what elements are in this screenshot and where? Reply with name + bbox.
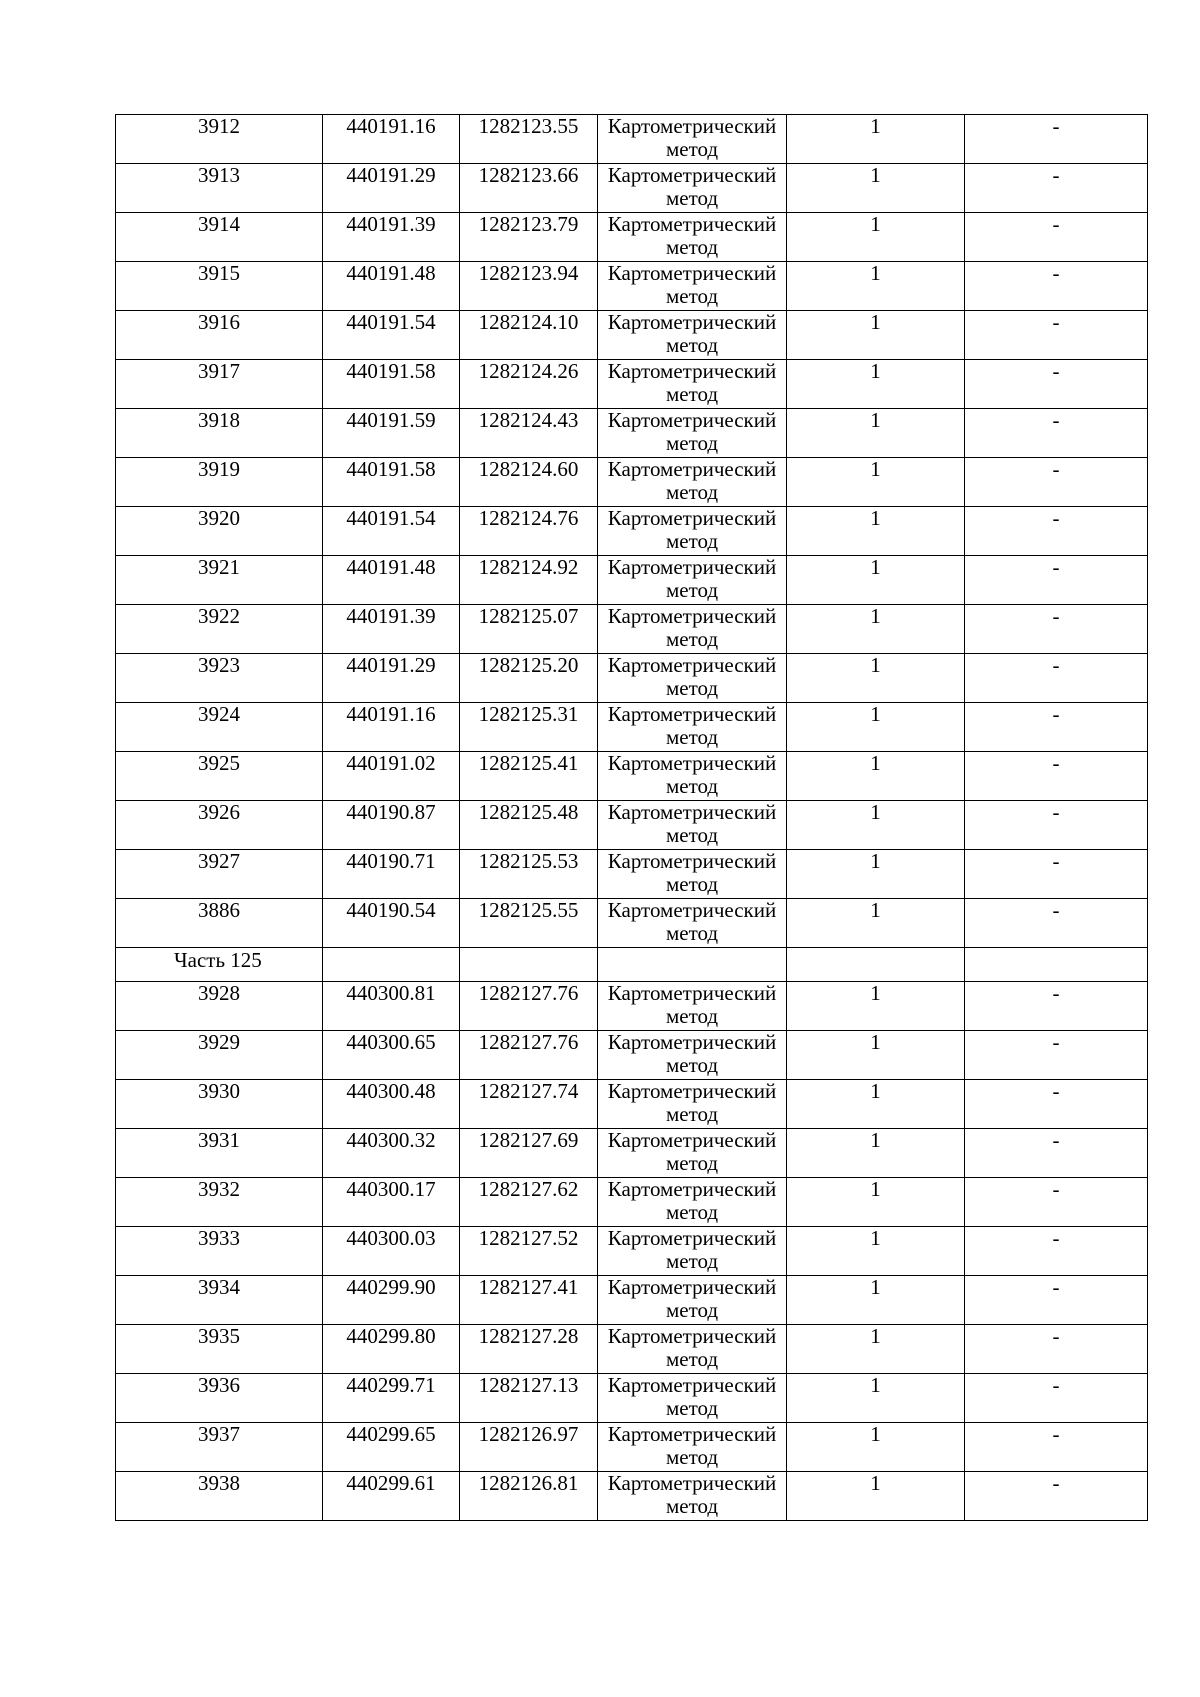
description-cell: - — [965, 982, 1148, 1031]
method-line2: метод — [665, 1445, 719, 1469]
x-coordinate-cell: 440191.48 — [323, 556, 460, 605]
y-coordinate-cell: 1282124.92 — [460, 556, 598, 605]
point-number-cell: 3934 — [116, 1276, 323, 1325]
table-row — [116, 1178, 1148, 1227]
x-coordinate-cell: 440300.48 — [323, 1080, 460, 1129]
description-cell: - — [965, 1080, 1148, 1129]
x-coordinate-cell: 440191.16 — [323, 115, 460, 164]
method-cell — [598, 801, 787, 850]
method-line1: Картометрический — [607, 212, 777, 236]
point-number-cell: 3936 — [116, 1374, 323, 1423]
accuracy-cell: 1 — [787, 360, 965, 409]
description-cell: - — [965, 1423, 1148, 1472]
description-cell: - — [965, 262, 1148, 311]
description-cell: - — [965, 1031, 1148, 1080]
y-coordinate-cell: 1282127.28 — [460, 1325, 598, 1374]
description-cell: - — [965, 115, 1148, 164]
method-line2: метод — [665, 676, 719, 700]
table-row — [116, 1374, 1148, 1423]
y-coordinate-cell: 1282127.69 — [460, 1129, 598, 1178]
method-line2: метод — [665, 1249, 719, 1273]
point-number-cell: 3928 — [116, 982, 323, 1031]
method-line1: Картометрический — [607, 163, 777, 187]
y-coordinate-cell: 1282127.41 — [460, 1276, 598, 1325]
x-coordinate-cell: 440190.71 — [323, 850, 460, 899]
point-number-cell: 3920 — [116, 507, 323, 556]
method-line1: Картометрический — [607, 800, 777, 824]
y-coordinate-cell: 1282127.52 — [460, 1227, 598, 1276]
method-cell — [598, 409, 787, 458]
y-coordinate-cell: 1282123.94 — [460, 262, 598, 311]
method-line1: Картометрический — [607, 981, 777, 1005]
y-coordinate-cell: 1282123.79 — [460, 213, 598, 262]
method-cell — [598, 164, 787, 213]
table-row — [116, 507, 1148, 556]
method-line2: метод — [665, 725, 719, 749]
method-line2: метод — [665, 480, 719, 504]
y-coordinate-cell: 1282125.48 — [460, 801, 598, 850]
table-row — [116, 982, 1148, 1031]
x-coordinate-cell: 440191.58 — [323, 360, 460, 409]
description-cell: - — [965, 311, 1148, 360]
method-line2: метод — [665, 872, 719, 896]
method-line2: метод — [665, 284, 719, 308]
description-cell: - — [965, 458, 1148, 507]
table-row — [116, 458, 1148, 507]
x-coordinate-cell: 440300.81 — [323, 982, 460, 1031]
empty-cell — [460, 948, 598, 982]
method-cell — [598, 1276, 787, 1325]
table-row — [116, 1227, 1148, 1276]
accuracy-cell: 1 — [787, 262, 965, 311]
x-coordinate-cell: 440191.58 — [323, 458, 460, 507]
accuracy-cell: 1 — [787, 654, 965, 703]
method-line2: метод — [665, 382, 719, 406]
method-cell — [598, 1472, 787, 1521]
accuracy-cell: 1 — [787, 605, 965, 654]
table-row — [116, 850, 1148, 899]
method-line2: метод — [665, 921, 719, 945]
description-cell: - — [965, 605, 1148, 654]
table-row — [116, 1276, 1148, 1325]
x-coordinate-cell: 440190.54 — [323, 899, 460, 948]
method-line1: Картометрический — [607, 1324, 777, 1348]
table-row — [116, 1080, 1148, 1129]
point-number-cell: 3922 — [116, 605, 323, 654]
y-coordinate-cell: 1282125.41 — [460, 752, 598, 801]
method-cell — [598, 1031, 787, 1080]
method-cell — [598, 654, 787, 703]
accuracy-cell: 1 — [787, 752, 965, 801]
x-coordinate-cell: 440191.02 — [323, 752, 460, 801]
empty-cell — [598, 948, 787, 982]
x-coordinate-cell: 440191.29 — [323, 164, 460, 213]
method-line1: Картометрический — [607, 1177, 777, 1201]
method-cell — [598, 752, 787, 801]
accuracy-cell: 1 — [787, 164, 965, 213]
y-coordinate-cell: 1282124.43 — [460, 409, 598, 458]
point-number-cell: 3926 — [116, 801, 323, 850]
table-row — [116, 1031, 1148, 1080]
method-line1: Картометрический — [607, 1422, 777, 1446]
description-cell: - — [965, 1374, 1148, 1423]
table-row — [116, 605, 1148, 654]
method-line2: метод — [665, 774, 719, 798]
method-cell — [598, 703, 787, 752]
table-row — [116, 703, 1148, 752]
y-coordinate-cell: 1282127.76 — [460, 982, 598, 1031]
x-coordinate-cell: 440190.87 — [323, 801, 460, 850]
method-cell — [598, 1227, 787, 1276]
x-coordinate-cell: 440299.90 — [323, 1276, 460, 1325]
accuracy-cell: 1 — [787, 311, 965, 360]
point-number-cell: 3923 — [116, 654, 323, 703]
accuracy-cell: 1 — [787, 1374, 965, 1423]
accuracy-cell: 1 — [787, 213, 965, 262]
accuracy-cell: 1 — [787, 115, 965, 164]
description-cell: - — [965, 164, 1148, 213]
method-line1: Картометрический — [607, 1275, 777, 1299]
accuracy-cell: 1 — [787, 556, 965, 605]
accuracy-cell: 1 — [787, 703, 965, 752]
table-row — [116, 213, 1148, 262]
description-cell: - — [965, 899, 1148, 948]
x-coordinate-cell: 440300.65 — [323, 1031, 460, 1080]
empty-cell — [323, 948, 460, 982]
table-row — [116, 262, 1148, 311]
method-cell — [598, 115, 787, 164]
description-cell: - — [965, 507, 1148, 556]
point-number-cell: 3913 — [116, 164, 323, 213]
x-coordinate-cell: 440191.39 — [323, 213, 460, 262]
method-line2: метод — [665, 137, 719, 161]
point-number-cell: 3886 — [116, 899, 323, 948]
method-line2: метод — [665, 1200, 719, 1224]
method-line2: метод — [665, 1396, 719, 1420]
method-line1: Картометрический — [607, 1471, 777, 1495]
table-row — [116, 752, 1148, 801]
point-number-cell: 3917 — [116, 360, 323, 409]
table-row — [116, 1129, 1148, 1178]
description-cell: - — [965, 1276, 1148, 1325]
x-coordinate-cell: 440299.71 — [323, 1374, 460, 1423]
method-line2: метод — [665, 823, 719, 847]
method-cell — [598, 1178, 787, 1227]
description-cell: - — [965, 654, 1148, 703]
accuracy-cell: 1 — [787, 507, 965, 556]
accuracy-cell: 1 — [787, 850, 965, 899]
y-coordinate-cell: 1282125.55 — [460, 899, 598, 948]
description-cell: - — [965, 1178, 1148, 1227]
y-coordinate-cell: 1282125.20 — [460, 654, 598, 703]
point-number-cell: 3914 — [116, 213, 323, 262]
y-coordinate-cell: 1282125.07 — [460, 605, 598, 654]
method-cell — [598, 1374, 787, 1423]
method-line1: Картометрический — [607, 310, 777, 334]
point-number-cell: 3918 — [116, 409, 323, 458]
point-number-cell: 3933 — [116, 1227, 323, 1276]
x-coordinate-cell: 440299.61 — [323, 1472, 460, 1521]
method-line1: Картометрический — [607, 1226, 777, 1250]
method-line1: Картометрический — [607, 898, 777, 922]
method-cell — [598, 982, 787, 1031]
table-row — [116, 801, 1148, 850]
method-line1: Картометрический — [607, 408, 777, 432]
table-row — [116, 311, 1148, 360]
method-cell — [598, 1325, 787, 1374]
method-line1: Картометрический — [607, 359, 777, 383]
point-number-cell: 3912 — [116, 115, 323, 164]
method-cell — [598, 556, 787, 605]
y-coordinate-cell: 1282126.97 — [460, 1423, 598, 1472]
method-line1: Картометрический — [607, 653, 777, 677]
method-line2: метод — [665, 333, 719, 357]
point-number-cell: 3915 — [116, 262, 323, 311]
description-cell: - — [965, 1472, 1148, 1521]
method-line2: метод — [665, 1298, 719, 1322]
method-cell — [598, 1129, 787, 1178]
method-line2: метод — [665, 1102, 719, 1126]
x-coordinate-cell: 440299.80 — [323, 1325, 460, 1374]
method-line2: метод — [665, 1004, 719, 1028]
accuracy-cell: 1 — [787, 1178, 965, 1227]
point-number-cell: 3930 — [116, 1080, 323, 1129]
y-coordinate-cell: 1282124.60 — [460, 458, 598, 507]
coordinates-table-body — [116, 115, 1148, 1521]
x-coordinate-cell: 440300.17 — [323, 1178, 460, 1227]
table-row — [116, 115, 1148, 164]
description-cell: - — [965, 360, 1148, 409]
method-cell — [598, 311, 787, 360]
method-cell — [598, 213, 787, 262]
description-cell: - — [965, 409, 1148, 458]
accuracy-cell: 1 — [787, 1080, 965, 1129]
accuracy-cell: 1 — [787, 1129, 965, 1178]
accuracy-cell: 1 — [787, 1325, 965, 1374]
description-cell: - — [965, 1129, 1148, 1178]
y-coordinate-cell: 1282124.10 — [460, 311, 598, 360]
method-cell — [598, 850, 787, 899]
table-row — [116, 654, 1148, 703]
accuracy-cell: 1 — [787, 1472, 965, 1521]
method-line1: Картометрический — [607, 1079, 777, 1103]
description-cell: - — [965, 213, 1148, 262]
description-cell: - — [965, 703, 1148, 752]
method-line2: метод — [665, 431, 719, 455]
y-coordinate-cell: 1282127.74 — [460, 1080, 598, 1129]
description-cell: - — [965, 752, 1148, 801]
point-number-cell: 3932 — [116, 1178, 323, 1227]
table-row — [116, 899, 1148, 948]
method-line1: Картометрический — [607, 1030, 777, 1054]
method-cell — [598, 458, 787, 507]
point-number-cell: 3929 — [116, 1031, 323, 1080]
x-coordinate-cell: 440300.32 — [323, 1129, 460, 1178]
method-line1: Картометрический — [607, 114, 777, 138]
table-row — [116, 360, 1148, 409]
method-cell — [598, 360, 787, 409]
y-coordinate-cell: 1282126.81 — [460, 1472, 598, 1521]
accuracy-cell: 1 — [787, 458, 965, 507]
point-number-cell: 3937 — [116, 1423, 323, 1472]
method-line2: метод — [665, 578, 719, 602]
point-number-cell: 3927 — [116, 850, 323, 899]
table-row — [116, 1423, 1148, 1472]
table-row — [116, 409, 1148, 458]
section-label: Часть 125 — [116, 948, 323, 982]
accuracy-cell: 1 — [787, 1423, 965, 1472]
point-number-cell: 3916 — [116, 311, 323, 360]
point-number-cell: 3938 — [116, 1472, 323, 1521]
x-coordinate-cell: 440191.59 — [323, 409, 460, 458]
table-row — [116, 1472, 1148, 1521]
x-coordinate-cell: 440300.03 — [323, 1227, 460, 1276]
description-cell: - — [965, 801, 1148, 850]
method-line2: метод — [665, 186, 719, 210]
y-coordinate-cell: 1282127.62 — [460, 1178, 598, 1227]
method-line1: Картометрический — [607, 849, 777, 873]
method-line1: Картометрический — [607, 457, 777, 481]
accuracy-cell: 1 — [787, 1276, 965, 1325]
method-line1: Картометрический — [607, 261, 777, 285]
method-line1: Картометрический — [607, 555, 777, 579]
method-line1: Картометрический — [607, 604, 777, 628]
point-number-cell: 3924 — [116, 703, 323, 752]
empty-cell — [787, 948, 965, 982]
method-cell — [598, 507, 787, 556]
point-number-cell: 3919 — [116, 458, 323, 507]
method-cell — [598, 262, 787, 311]
method-line1: Картометрический — [607, 1128, 777, 1152]
x-coordinate-cell: 440299.65 — [323, 1423, 460, 1472]
point-number-cell: 3925 — [116, 752, 323, 801]
point-number-cell: 3935 — [116, 1325, 323, 1374]
table-row — [116, 1325, 1148, 1374]
method-cell — [598, 1080, 787, 1129]
method-line1: Картометрический — [607, 751, 777, 775]
coordinates-table — [115, 114, 1148, 1521]
method-line2: метод — [665, 235, 719, 259]
y-coordinate-cell: 1282123.55 — [460, 115, 598, 164]
method-line1: Картометрический — [607, 506, 777, 530]
method-line2: метод — [665, 1053, 719, 1077]
y-coordinate-cell: 1282123.66 — [460, 164, 598, 213]
x-coordinate-cell: 440191.39 — [323, 605, 460, 654]
x-coordinate-cell: 440191.54 — [323, 507, 460, 556]
description-cell: - — [965, 1325, 1148, 1374]
method-cell — [598, 605, 787, 654]
method-line2: метод — [665, 627, 719, 651]
x-coordinate-cell: 440191.48 — [323, 262, 460, 311]
point-number-cell: 3931 — [116, 1129, 323, 1178]
method-cell — [598, 1423, 787, 1472]
method-cell — [598, 899, 787, 948]
y-coordinate-cell: 1282127.13 — [460, 1374, 598, 1423]
x-coordinate-cell: 440191.29 — [323, 654, 460, 703]
accuracy-cell: 1 — [787, 982, 965, 1031]
empty-cell — [965, 948, 1148, 982]
method-line2: метод — [665, 529, 719, 553]
x-coordinate-cell: 440191.54 — [323, 311, 460, 360]
y-coordinate-cell: 1282124.26 — [460, 360, 598, 409]
accuracy-cell: 1 — [787, 801, 965, 850]
y-coordinate-cell: 1282125.53 — [460, 850, 598, 899]
accuracy-cell: 1 — [787, 899, 965, 948]
x-coordinate-cell: 440191.16 — [323, 703, 460, 752]
method-line2: метод — [665, 1347, 719, 1371]
section-row — [116, 948, 1148, 982]
description-cell: - — [965, 556, 1148, 605]
method-line2: метод — [665, 1151, 719, 1175]
accuracy-cell: 1 — [787, 409, 965, 458]
point-number-cell: 3921 — [116, 556, 323, 605]
table-row — [116, 556, 1148, 605]
description-cell: - — [965, 850, 1148, 899]
method-line2: метод — [665, 1494, 719, 1518]
y-coordinate-cell: 1282125.31 — [460, 703, 598, 752]
accuracy-cell: 1 — [787, 1031, 965, 1080]
description-cell: - — [965, 1227, 1148, 1276]
method-line1: Картометрический — [607, 702, 777, 726]
table-row — [116, 164, 1148, 213]
y-coordinate-cell: 1282127.76 — [460, 1031, 598, 1080]
accuracy-cell: 1 — [787, 1227, 965, 1276]
y-coordinate-cell: 1282124.76 — [460, 507, 598, 556]
method-line1: Картометрический — [607, 1373, 777, 1397]
